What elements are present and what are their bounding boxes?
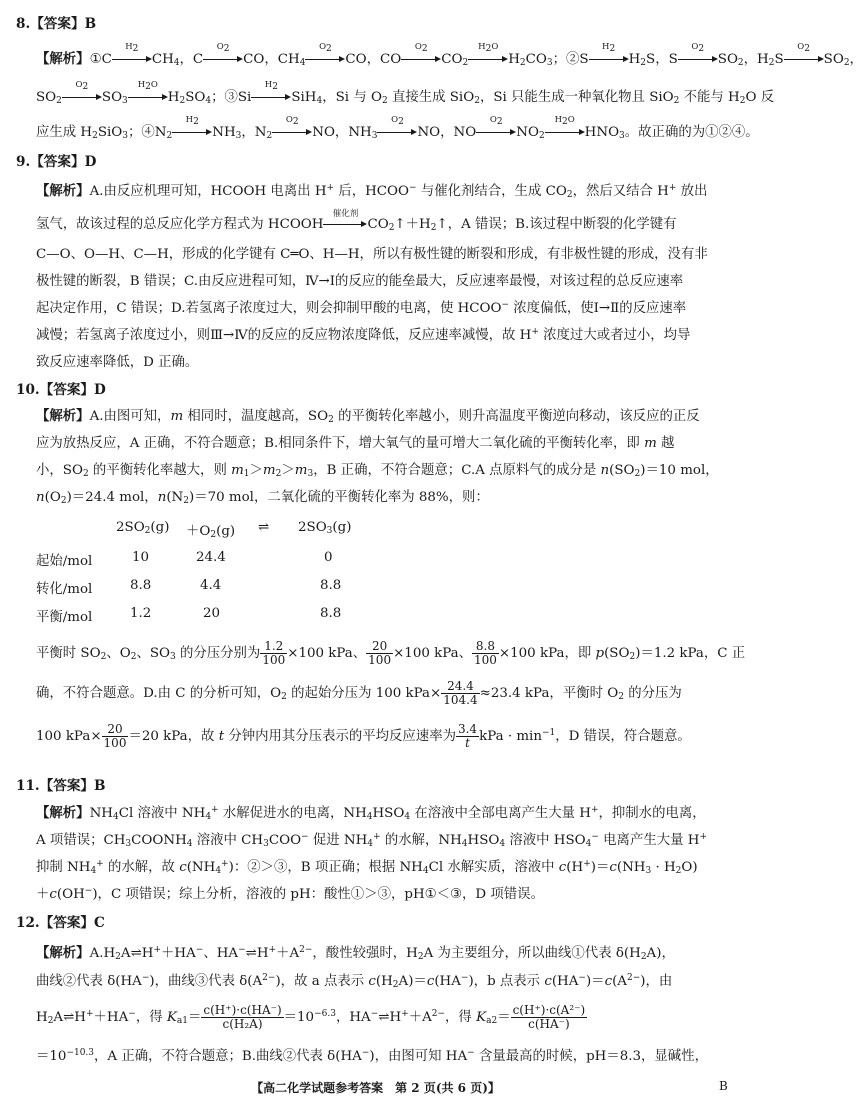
table-row-label: 转化/mol bbox=[36, 582, 93, 597]
table-cell: 8.8 bbox=[130, 578, 152, 593]
table-header-o2: $+O_2(g)$ bbox=[186, 524, 236, 540]
version-letter: B bbox=[719, 1079, 728, 1093]
q9-label: 9.【答案】D bbox=[16, 154, 97, 170]
table-cell: 1.2 bbox=[130, 606, 152, 621]
q9-line-4: 极性键的断裂，B 错误；C.由反应进程可知，Ⅳ→Ⅰ的反应的能垒最大，反应速率最慢，对该过程的总反应速率 bbox=[36, 274, 684, 289]
q11-line-3: 抑制 $NH_4^+$ 的水解，故 $c(NH_4^+)$：②＞③，B 项正确；根据 $NH_4Cl$ 水解实质，溶液中 $c(H^+)=c(NH_3 \cdot H_2O)$ bbox=[36, 859, 698, 876]
q10-line-4: $n(O_2)=24.4$ mol，$n(N_2)=70$ mol，二氧化硫的平衡转化率为 88%，则： bbox=[36, 490, 489, 506]
q10-line-2: 应为放热反应，A 正确，不符合题意；B.相同条件下，增大氧气的量可增大二氧化硫的平衡转化率，即 m 越 bbox=[36, 436, 675, 451]
table-header-eq: ⇌ bbox=[258, 520, 270, 535]
table-cell: 10 bbox=[132, 550, 150, 565]
table-header-so3: $2SO_3(g)$ bbox=[298, 520, 352, 536]
q9-line-3: C—O、O—H、C—H，形成的化学键有 C═O、H—H，所以有极性键的断裂和形成，有非极性键的形成，没有非 bbox=[36, 247, 708, 262]
q11-line-4: ＋c(OH−)，C 项错误；综上分析，溶液的 pH：酸性①＞③，pH①＜③，D 项错误。 bbox=[36, 886, 544, 902]
fraction: $\frac{20}{100}$ bbox=[368, 639, 392, 667]
fraction: $\frac{1.2}{100}$ bbox=[262, 639, 286, 667]
q10-line-7: 100 kPa× $\frac{20}{100}$ ＝20 kPa，故 t 分钟内用其分压表示的平均反应速率为 $\frac{3.4}{t}$ kPa · $\min^{-1}$，D 错误，符合题意。 bbox=[36, 722, 691, 750]
page-footer: 【高二化学试题参考答案 第 2 页(共 6 页)】 bbox=[251, 1081, 500, 1095]
q9-line-7: 致反应速率降低，D 正确。 bbox=[36, 355, 199, 370]
table-cell: 0 bbox=[324, 550, 333, 565]
fraction-ka2: $\frac{\text{c(H⁺)·c(A²⁻)}}{c(HA^-)}$ bbox=[512, 1003, 586, 1031]
q11-label: 11.【答案】B bbox=[16, 778, 106, 794]
q12-label: 12.【答案】C bbox=[16, 915, 105, 931]
q12-line-2: 曲线②代表 δ(HA−)，曲线③代表 $\delta(A^{2-})$，故 a 点表示 $c(H_2A)=c(HA^-)$，b 点表示 $c(HA^-)=c(A^{2-})$，由 bbox=[36, 973, 673, 990]
q12-line-1: 【解析】$A.H_2A\rightleftharpoons H^++HA^-$、$HA^-\rightleftharpoons H^++A^{2-}$，酸性较强时，$H_2A$ 为主要组分，所以曲线①代表 $\delta(H_2A)$， bbox=[36, 945, 675, 962]
q9-line-1: 【解析】A.由反应机理可知，HCOOH 电离出 H+ 后，HCOO− 与催化剂结合，生成 $CO_2$，然后又结合 H+ 放出 bbox=[36, 183, 708, 200]
table-cell: 20 bbox=[203, 606, 221, 621]
q9-line-6: 减慢；若氢离子浓度过小，则Ⅲ→Ⅳ的反应的反应物浓度降低，反应速率减慢，故 H+ 浓度过大或者过小，均导 bbox=[36, 327, 691, 343]
q12-line-3: $H_2A\rightleftharpoons H^++HA^-$，得 $K_{a1}=$ $\frac{c(H^+)\cdot c(HA^-)}{\text{c(H₂A)}}$ $=10^{-6.3}$，$HA^-\rightleftharpoons H^++A^{2-}$，得 $K_{a2}=$ $\frac{\text{c(H⁺)·c(A²⁻)}}{c(HA^-)}$ bbox=[36, 1003, 586, 1031]
q8-line-3: 应生成 $H_2SiO_3$；$④N_2$ $H_2$ $NH_3$，$N_2$ $O_2$ NO，$NH_3$ $O_2$ NO，NO $O_2$ $NO_2$ $H_2O$ $HNO_3$。故正确的为①②④。 bbox=[36, 115, 759, 141]
q11-line-1: 【解析】$NH_4Cl$ 溶液中 $NH_4^+$ 水解促进水的电离，$NH_4HSO_4$ 在溶液中全部电离产生大量 H+，抑制水的电离， bbox=[36, 805, 706, 822]
q8-line-2: $SO_2$ $O_2$ $SO_3$ $H_2O$ $H_2SO_4$；③Si $H_2$ SiH$_4$，Si 与 $O_2$ 直接生成 SiO$_2$，Si 只能生成一种氧化物且 SiO$_2$ 不能与 $H_2O$ 反 bbox=[36, 80, 775, 106]
fraction: $\frac{3.4}{t}$ bbox=[457, 722, 478, 750]
table-row-label: 平衡/mol bbox=[36, 610, 93, 625]
q12-line-4: $=10^{-10.3}$，A 正确，不符合题意；B.曲线②代表 δ(HA−)，由图可知 HA− 含量最高的时候，pH＝8.3，显碱性， bbox=[36, 1048, 708, 1064]
q8-line-1: 【解析】①C $H_2$ $CH_4$，C $O_2$ CO，$CH_4$ $O_2$ CO，CO $O_2$ $CO_2$ $H_2O$ $H_2CO_3$；②S $H_2$ $H_2S$，S $O_2$ $SO_2$，$H_2S$ $O_2$ $SO_2$， bbox=[36, 42, 863, 68]
q10-label: 10.【答案】D bbox=[16, 382, 106, 398]
table-cell: 8.8 bbox=[320, 578, 342, 593]
table-cell: 8.8 bbox=[320, 606, 342, 621]
table-cell: 4.4 bbox=[200, 578, 222, 593]
fraction: $\frac{20}{100}$ bbox=[103, 722, 127, 750]
q10-line-1: 【解析】A.由图可知，m 相同时，温度越高，$SO_2$ 的平衡转化率越小，则升高温度平衡逆向移动，该反应的正反 bbox=[36, 408, 700, 425]
q8-label: 8.【答案】B bbox=[16, 16, 97, 32]
q11-line-2: A 项错误；$CH_3COONH_4$ 溶液中 $CH_3COO^-$ 促进 $NH_4^+$ 的水解，$NH_4HSO_4$ 溶液中 $HSO_4^-$ 电离产生大量 H+ bbox=[36, 832, 707, 849]
fraction: $\frac{8.8}{100}$ bbox=[474, 639, 497, 667]
q10-line-5: 平衡时 $SO_2$、$O_2$、$SO_3$ 的分压分别为 $\frac{1.2}{100}$ ×100 kPa、 $\frac{20}{100}$ ×100 kPa、 $\frac{8.8}{100}$ ×100 kPa，即 $p(SO_2)=1.2$ kPa，C 正 bbox=[36, 639, 746, 667]
q9-line-2: 氢气，故该过程的总反应化学方程式为 HCOOH 催化剂 $CO_2↑+H_2↑$，A 错误；B.该过程中断裂的化学键有 bbox=[36, 209, 677, 233]
fraction-ka1: $\frac{c(H^+)\cdot c(HA^-)}{\text{c(H₂A)}}$ bbox=[203, 1003, 282, 1031]
table-row-label: 起始/mol bbox=[36, 554, 93, 569]
catalyst-label: 催化剂 bbox=[332, 209, 359, 219]
table-header-so2: $2SO_2(g)$ bbox=[116, 520, 170, 536]
fraction: $\frac{24.4}{104.4}$ bbox=[443, 679, 478, 707]
q10-line-3: 小，$SO_2$ 的平衡转化率越大，则 $m_1>m_2>m_3$，B 正确，不符合题意；C.A 点原料气的成分是 $n(SO_2)=10$ mol， bbox=[36, 463, 719, 479]
q9-line-5: 起决定作用，C 错误；D.若氢离子浓度过大，则会抑制甲酸的电离，使 HCOO− 浓度偏低，使Ⅰ→Ⅱ的反应速率 bbox=[36, 300, 687, 316]
table-cell: 24.4 bbox=[196, 550, 226, 565]
q10-line-6: 确，不符合题意。D.由 C 的分析可知，$O_2$ 的起始分压为 100 kPa× $\frac{24.4}{104.4}$ ≈23.4 kPa，平衡时 $O_2$ 的分压为 bbox=[36, 679, 682, 707]
